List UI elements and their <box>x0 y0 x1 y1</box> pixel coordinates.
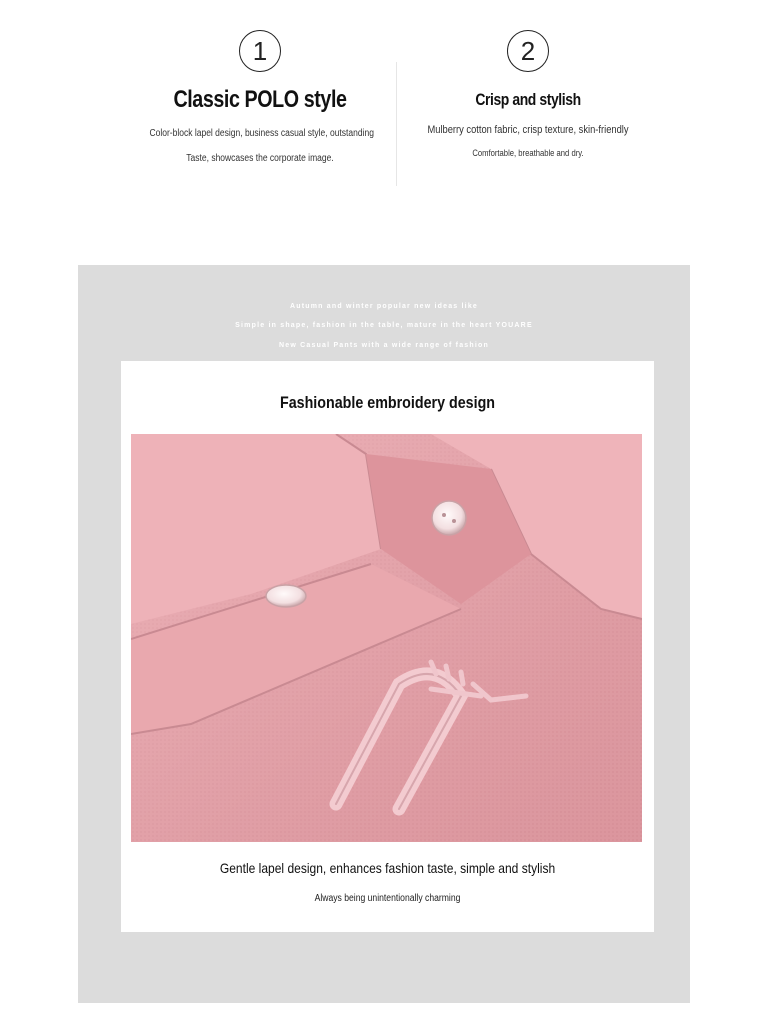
feature-description-line: Taste, showcases the corporate image. <box>186 153 334 164</box>
feature-title: Classic POLO style <box>173 86 347 113</box>
polo-collar-photo <box>131 434 642 842</box>
feature-classic-polo <box>130 30 390 164</box>
feature-description-line: Color-block lapel design, business casual style, outstanding <box>149 128 374 139</box>
button-lower <box>266 585 306 607</box>
card-caption: Gentle lapel design, enhances fashion taste, simple and stylish <box>219 860 556 876</box>
feature-highlights <box>0 0 768 200</box>
feature-description-line: Comfortable, breathable and dry. <box>472 148 584 158</box>
promo-line: Simple in shape, fashion in the table, mature in the heart YOUARE <box>235 322 533 329</box>
button-top <box>432 501 466 535</box>
card-title: Fashionable embroidery design <box>279 393 496 412</box>
detail-card <box>121 361 654 932</box>
embroidery-detail-panel <box>78 265 690 1003</box>
feature-title: Crisp and stylish <box>475 90 581 109</box>
promo-line: New Casual Pants with a wide range of fashion <box>279 342 489 349</box>
feature-divider <box>396 62 397 186</box>
feature-crisp-stylish <box>398 30 658 158</box>
promo-line: Autumn and winter popular new ideas like <box>289 303 479 310</box>
card-subcaption: Always being unintentionally charming <box>314 893 461 904</box>
feature-description-line: Mulberry cotton fabric, crisp texture, skin-friendly <box>427 124 629 136</box>
polo-collar-illustration <box>131 434 642 842</box>
feature-number-badge: 1 <box>239 30 281 72</box>
feature-number-badge: 2 <box>507 30 549 72</box>
